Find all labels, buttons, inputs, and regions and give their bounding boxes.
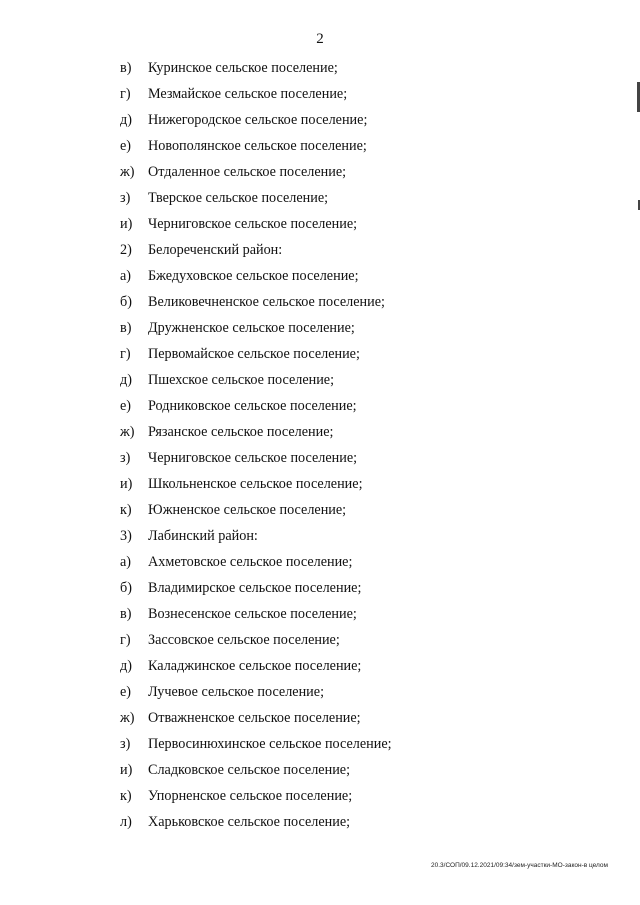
list-item-text: Черниговское сельское поселение;	[148, 216, 358, 232]
list-item	[120, 760, 590, 786]
list-item-marker: д)	[120, 372, 132, 388]
list-item-marker: ж)	[120, 164, 135, 180]
list-item-marker: з)	[120, 190, 131, 206]
list-item-marker: л)	[120, 814, 132, 830]
list-item	[120, 240, 590, 266]
list-item-text: Куринское сельское поселение;	[148, 60, 338, 76]
list-item-marker: д)	[120, 112, 132, 128]
list-item	[120, 630, 590, 656]
list-item	[120, 708, 590, 734]
list-item	[120, 734, 590, 760]
list-item-marker: ж)	[120, 424, 135, 440]
list-item-text: Ахметовское сельское поселение;	[148, 554, 353, 570]
list-item-text: Родниковское сельское поселение;	[148, 398, 357, 414]
list-item-marker: е)	[120, 684, 132, 700]
list-item-marker: г)	[120, 346, 131, 362]
list-item-text: Харьковское сельское поселение;	[148, 814, 351, 830]
list-item-text: Бжедуховское сельское поселение;	[148, 268, 359, 284]
list-item-text: Пшехское сельское поселение;	[148, 372, 335, 388]
list-item-marker: 2)	[120, 242, 132, 258]
list-item	[120, 110, 590, 136]
list-item	[120, 188, 590, 214]
list-item-marker: и)	[120, 216, 133, 232]
list-item-text: Отдаленное сельское поселение;	[148, 164, 347, 180]
list-item-text: Мезмайское сельское поселение;	[148, 86, 348, 102]
list-item-text: Первомайское сельское поселение;	[148, 346, 360, 362]
list-item-marker: и)	[120, 762, 133, 778]
list-item-marker: г)	[120, 632, 131, 648]
list-item-text: Сладковское сельское поселение;	[148, 762, 351, 778]
list-item-text: Упорненское сельское поселение;	[148, 788, 353, 804]
list-item	[120, 786, 590, 812]
list-item-text: Рязанское сельское поселение;	[148, 424, 334, 440]
list-item-marker: з)	[120, 450, 131, 466]
list-item-marker: б)	[120, 294, 132, 310]
list-item-marker: и)	[120, 476, 133, 492]
list-item-marker: ж)	[120, 710, 135, 726]
list-item	[120, 396, 590, 422]
list-item-text: Зассовское сельское поселение;	[148, 632, 340, 648]
page-number: 2	[316, 31, 324, 47]
list-item-marker: з)	[120, 736, 131, 752]
list-item-text: Лучевое сельское поселение;	[148, 684, 325, 700]
list-item	[120, 214, 590, 240]
list-item-marker: а)	[120, 554, 132, 570]
list-item-marker: в)	[120, 60, 132, 76]
list-item-marker: а)	[120, 268, 132, 284]
list-item-marker: г)	[120, 86, 131, 102]
list-item	[120, 604, 590, 630]
list-item-text: Тверское сельское поселение;	[148, 190, 329, 206]
list-item	[120, 344, 590, 370]
list-item-text: Нижегородское сельское поселение;	[148, 112, 368, 128]
list-item-text: Южненское сельское поселение;	[148, 502, 347, 518]
document-footer-code: 20.3/СОП/09.12.2021/09:34/зем-участки-МО-закон-в целом	[431, 862, 608, 869]
list-item	[120, 578, 590, 604]
list-item-marker: е)	[120, 398, 132, 414]
list-item	[120, 84, 590, 110]
list-item-marker: е)	[120, 138, 132, 154]
list-item-text: Владимирское сельское поселение;	[148, 580, 362, 596]
list-item-text: Черниговское сельское поселение;	[148, 450, 358, 466]
list-item-text: Дружненское сельское поселение;	[148, 320, 355, 336]
list-item-marker: к)	[120, 788, 132, 804]
list-item	[120, 422, 590, 448]
list-item	[120, 474, 590, 500]
list-item	[120, 266, 590, 292]
list-item-text: Школьненское сельское поселение;	[148, 476, 363, 492]
list-item-text: Великовечненское сельское поселение;	[148, 294, 385, 310]
list-item-marker: б)	[120, 580, 132, 596]
list-item	[120, 448, 590, 474]
settlement-list	[120, 58, 590, 838]
list-item-text: Лабинский район:	[148, 528, 258, 544]
list-item-text: Первосинюхинское сельское поселение;	[148, 736, 392, 752]
list-item	[120, 136, 590, 162]
list-item-text: Новополянское сельское поселение;	[148, 138, 367, 154]
list-item-text: Белореченский район:	[148, 242, 283, 258]
list-item-marker: 3)	[120, 528, 132, 544]
list-item	[120, 58, 590, 84]
list-item-marker: в)	[120, 606, 132, 622]
list-item-marker: д)	[120, 658, 132, 674]
list-item-marker: в)	[120, 320, 132, 336]
list-item	[120, 682, 590, 708]
list-item-text: Вознесенское сельское поселение;	[148, 606, 357, 622]
list-item-marker: к)	[120, 502, 132, 518]
list-item	[120, 552, 590, 578]
list-item-text: Отважненское сельское поселение;	[148, 710, 361, 726]
list-item	[120, 162, 590, 188]
list-item-text: Каладжинское сельское поселение;	[148, 658, 362, 674]
list-item	[120, 656, 590, 682]
list-item	[120, 500, 590, 526]
list-item	[120, 812, 590, 838]
list-item	[120, 292, 590, 318]
list-item	[120, 318, 590, 344]
list-item	[120, 370, 590, 396]
list-item	[120, 526, 590, 552]
